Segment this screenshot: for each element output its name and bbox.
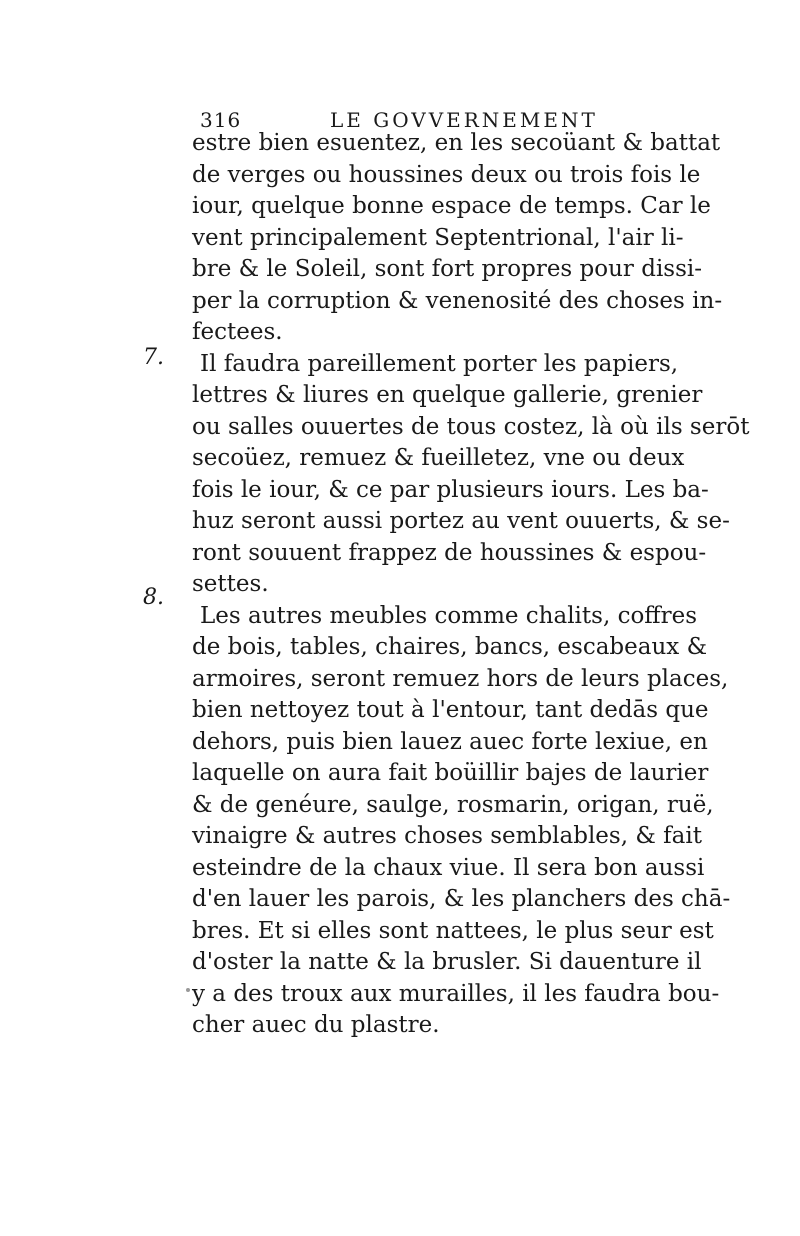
text-line: & de genéure, saulge, rosmarin, origan, ruë, xyxy=(192,791,714,818)
text-line: ront souuent frappez de houssines & espou- xyxy=(192,539,707,566)
text-line: fois le iour, & ce par plusieurs iours. Les ba- xyxy=(192,476,709,503)
margin-note-8: 8. xyxy=(143,585,164,610)
text-line: de verges ou houssines deux ou trois fois le xyxy=(192,161,701,188)
text-line: dehors, puis bien lauez auec forte lexiue, en xyxy=(192,728,708,755)
text-line: bres. Et si elles sont nattees, le plus seur est xyxy=(192,917,714,944)
text-line: de bois, tables, chaires, bancs, escabeaux & xyxy=(192,634,708,660)
text-line: laquelle on aura fait boüillir bajes de laurier xyxy=(192,760,709,786)
text-line: cher auec du plastre. xyxy=(192,1012,440,1038)
running-title: LE GOVVERNEMENT xyxy=(330,108,598,132)
body-text xyxy=(192,128,750,1042)
text-line: lettres & liures en quelque gallerie, grenier xyxy=(192,382,703,408)
ink-speck xyxy=(186,988,190,992)
margin-note-7: 7. xyxy=(143,345,164,370)
text-line: y a des troux aux murailles, il les faudra bou- xyxy=(192,980,720,1007)
paragraph-start-line: Il faudra pareillement porter les papiers, xyxy=(200,350,679,377)
text-line: bien nettoyez tout à l'entour, tant dedās que xyxy=(192,697,709,723)
text-line: vinaigre & autres choses semblables, & fait xyxy=(192,823,702,849)
text-line: per la corruption & venenosité des choses in- xyxy=(192,287,723,314)
text-line: iour, quelque bonne espace de temps. Car le xyxy=(192,193,711,219)
text-line: huz seront aussi portez au vent ouuerts, & se- xyxy=(192,508,730,534)
text-line: armoires, seront remuez hors de leurs places, xyxy=(192,665,729,692)
text-line: bre & le Soleil, sont fort propres pour dissi- xyxy=(192,256,703,282)
paragraph-start-line: Les autres meubles comme chalits, coffres xyxy=(200,602,698,629)
text-line: vent principalement Septentrional, l'air li- xyxy=(192,224,684,251)
text-line: estre bien esuentez, en les secoüant & battat xyxy=(192,130,721,156)
text-line: d'en lauer les parois, & les planchers des chā- xyxy=(192,886,731,912)
text-line: d'oster la natte & la brusler. Si dauenture il xyxy=(192,949,702,975)
text-line: fectees. xyxy=(192,319,283,345)
text-line: ou salles ouuertes de tous costez, là où ils serōt xyxy=(192,413,750,440)
text-line: secoüez, remuez & fueilletez, vne ou deux xyxy=(192,445,685,471)
text-line: esteindre de la chaux viue. Il sera bon aussi xyxy=(192,854,705,881)
text-line: settes. xyxy=(192,571,269,597)
page-number: 316 xyxy=(200,108,242,132)
